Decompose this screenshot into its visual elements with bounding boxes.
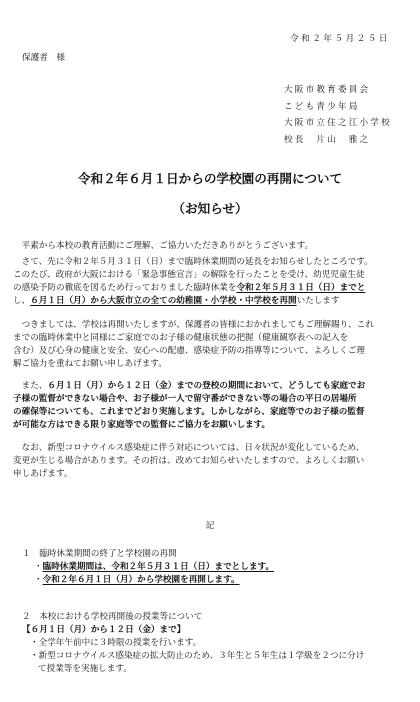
text-line: 子様の監督ができない場合や、お子様が一人で留守番ができない等の場合の平日の居場所 [13, 393, 357, 404]
text-line: の感染予防の徹底を図るため行っておりました臨時休業を令和２年５月３１日（日）までと [13, 282, 366, 293]
text-line: また、６月１日（月）から１２日（金）までの登校の期間において、どうしても家庭でお [21, 381, 366, 391]
sender-line: こども青少年局 [284, 101, 360, 112]
emphasis-text: 臨時休業期間は、令和２年５月３１日（日）までとします。 [42, 561, 274, 572]
emphasis-text: ６月１日（月）から１２日（金）までの登校の期間において、どうしても家庭でお [47, 381, 366, 391]
text-line: までの臨時休業中と同様にご家庭でのお子様の健康状態の把握（健康観察表への記入を [13, 332, 349, 343]
text-line: の確保等についても、これまでどおり実施します。しかしながら、家庭等でのお子様の監督 [13, 406, 365, 417]
text-line: さて、先に令和２年５月３１日（日）まで臨時休業期間の延長をお知らせしたところです。 [21, 257, 373, 267]
section-1 [22, 548, 274, 587]
document-title: 令和２年６月１日からの学校園の再開について [77, 171, 343, 186]
list-item: ・全学年午前中に３時限の授業を行います。 [30, 637, 202, 648]
list-item: ・令和２年６月１日（月）から学校園を再開します。 [34, 574, 240, 585]
emphasis-text: 令和２年５月３１日（日）までと [236, 282, 366, 293]
sender-line: 校長 片山 雅之 [284, 134, 371, 145]
paragraph-supervision [13, 380, 411, 432]
section-2 [22, 611, 364, 675]
text-line: 解ご協力を重ねてお願い申しあげます。 [13, 358, 167, 369]
paragraph-health [13, 319, 411, 371]
ki-marker: 記 [205, 521, 215, 531]
text-line: なお、新型コロナウイルス感染症に伴う対応については、日々状況が変化しているため、 [21, 443, 365, 453]
sender-line: 大阪市立住之江小学校 [284, 118, 392, 128]
emphasis-text: 令和２年６月１日（月）から学校園を再開します。 [42, 574, 240, 585]
section-heading: ２ 本校における学校再開後の授業等について [22, 612, 203, 622]
text-line: このたび、政府が大阪における「緊急事態宣言」の解除を行ったことを受け、幼児児童生徒 [13, 269, 365, 280]
document-date: 令和２年５月２５日 [290, 34, 390, 44]
text-line: 平素から本校の教育活動にご理解、ご協力いただきありがとうございます。 [21, 241, 314, 251]
text-line: つきましては、学校は再開いたしますが、保護者の皆様におかれましてもご理解賜り、これ [21, 320, 374, 330]
text-line: し、６月１日（月）から大阪市立の全ての幼稚園・小学校・中学校を再開いたします [13, 295, 340, 306]
section-heading: １ 臨時休業期間の終了と学校園の再開 [22, 549, 177, 559]
recipient-line: 保護者 様 [22, 53, 65, 63]
paragraph-greeting [13, 240, 411, 253]
sender-block [284, 82, 392, 148]
document-subtitle: （お知らせ） [172, 201, 248, 216]
paragraph-changes [13, 442, 411, 481]
list-item: ・新型コロナウイルス感染症の拡大防止のため、３年生と５年生は１学級を２つに分け [30, 650, 365, 661]
sender-line: 大阪市教育委員会 [284, 85, 371, 95]
paragraph-reopening [13, 256, 411, 308]
list-item-continuation: て授業等を実施します。 [38, 663, 132, 674]
text-line: 申しあげます。 [13, 468, 73, 479]
list-item: ・臨時休業期間は、令和２年５月３１日（日）までとします。 [34, 561, 274, 572]
text-line: が可能な方はできる限り家庭等での監督にご協力をお願いします。 [13, 419, 271, 430]
emphasis-text: ６月１日（月）から大阪市立の全ての幼稚園・小学校・中学校を再開 [30, 295, 297, 306]
text-line: 含む）及び心身の健康と安全、安心への配慮、感染症予防の指導等について、よろしくご理 [13, 345, 366, 356]
period-heading: 【６月１日（月）から１２日（金）まで】 [22, 624, 186, 635]
text-line: 変更が生じる場合があります。その折は、改めてお知らせいたしますので、よろしくお願い [13, 455, 365, 466]
